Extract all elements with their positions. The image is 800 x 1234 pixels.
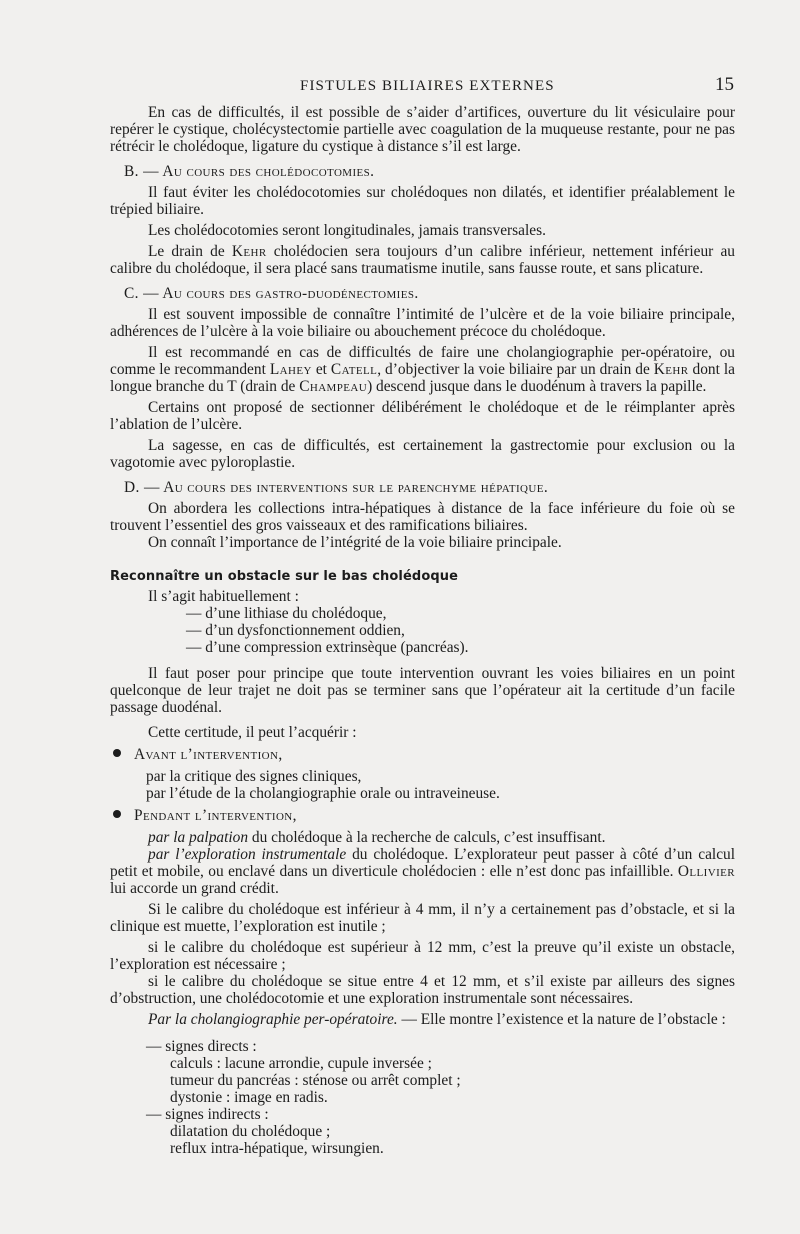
direct-signs <box>170 1055 735 1106</box>
author-name: Lahey <box>269 361 312 378</box>
page-number: 15 <box>715 74 734 95</box>
section-d-paragraph: On connaît l’importance de l’intégrité de la voie biliaire principale. <box>148 534 562 551</box>
list-item: reflux intra-hépatique, wirsungien. <box>170 1140 384 1157</box>
author-name: Kehr <box>653 361 689 378</box>
section-c-paragraph: Il est souvent impossible de connaître l’intimité de l’ulcère et de la voie biliaire principale, adhérences de l’ulcère à la voie biliaire ou abouchement précoce du cholédoque. <box>110 306 735 340</box>
cause-list <box>186 605 735 656</box>
body-text <box>110 104 735 1157</box>
list-item: — signes directs : <box>146 1038 257 1055</box>
paragraph: Si le calibre du cholédoque est inférieur à 4 mm, il n’y a certainement pas d’obstacle, et si la clinique est muette, l’exploration est inutile ; <box>110 901 735 935</box>
paragraph: Il s’agit habituellement : <box>148 588 299 605</box>
list-item: — d’un dysfonctionnement oddien, <box>186 622 405 639</box>
signs-list <box>146 1038 735 1157</box>
section-d-title: D. — Au cours des interventions sur le parenchyme hépatique. <box>124 479 549 496</box>
paragraph-intro: En cas de difficultés, il est possible de s’aider d’artifices, ouverture du lit vésiculaire pour repérer le cystique, cholécystectomie partielle avec coagulation de la muqueuse restante, pour ne pas rétrécir le cholédoque, ligature du cystique à distance s’il est large. <box>110 104 735 155</box>
section-b-paragraph: Le drain de Kehr cholédocien sera toujours d’un calibre inférieur, nettement inférieur au calibre du cholédoque, il sera placé sans traumatisme inutile, sans fausse route, et sans plicature. <box>110 243 735 277</box>
paragraph: Cette certitude, il peut l’acquérir : <box>148 724 357 741</box>
author-name: Champeau <box>299 378 368 395</box>
bullet-during: Pendant l’intervention, <box>113 807 735 824</box>
paragraph: si le calibre du cholédoque se situe entre 4 et 12 mm, et s’il existe par ailleurs des signes d’obstruction, une cholédocotomie et une exploration instrumentale sont nécessaires. <box>110 973 735 1007</box>
section-c-paragraph: La sagesse, en cas de difficultés, est certainement la gastrectomie pour exclusion ou la vagotomie avec pyloroplastie. <box>110 437 735 471</box>
section-c-paragraph: Certains ont proposé de sectionner délibérément le cholédoque et de le réimplanter après l’ablation de l’ulcère. <box>110 399 735 433</box>
bullet-before: Avant l’intervention, <box>113 746 735 763</box>
list-item: tumeur du pancréas : sténose ou arrêt complet ; <box>170 1072 461 1089</box>
list-item: par l’étude de la cholangiographie orale ou intraveineuse. <box>146 785 500 802</box>
list-item: par la critique des signes cliniques, <box>146 768 362 785</box>
section-c-paragraph: Il est recommandé en cas de difficultés de faire une cholangiographie per-opératoire, ou comme le recommandent Lahey et Catell, d’objectiver la voie biliaire par un drain de Kehr dont la longue branche du T (drain de Champeau) descend jusque dans le duodénum à travers la papille. <box>110 344 735 395</box>
section-c-title: C. — Au cours des gastro-duodénectomies. <box>124 285 419 302</box>
paragraph: par l’exploration instrumentale du cholédoque. L’explorateur peut passer à côté d’un calcul petit et mobile, ou enclavé dans un diverticule cholédocien : elle n’est donc pas infaillible. Ollivier lui accorde un grand crédit. <box>110 846 736 897</box>
list-item: dystonie : image en radis. <box>170 1089 328 1106</box>
paragraph: si le calibre du cholédoque est supérieur à 12 mm, c’est la preuve qu’il existe un obstacle, l’exploration est nécessaire ; <box>110 939 735 973</box>
author-name: Kehr <box>231 243 267 260</box>
list-item: calculs : lacune arrondie, cupule inversée ; <box>170 1055 432 1072</box>
paragraph: Il faut poser pour principe que toute intervention ouvrant les voies biliaires en un point quelconque de leur trajet ne doit pas se terminer sans que l’opérateur ait la certitude d’un facile passage duodénal. <box>110 665 735 716</box>
indirect-signs <box>170 1123 735 1157</box>
bullet-before-items <box>146 768 735 802</box>
author-name: Ollivier <box>677 863 735 880</box>
list-item: — signes indirects : <box>146 1106 269 1123</box>
section-b-paragraph: Il faut éviter les cholédocotomies sur cholédoques non dilatés, et identifier préalablement le trépied biliaire. <box>110 184 735 218</box>
running-title: FISTULES BILIAIRES EXTERNES <box>300 78 555 94</box>
section-d-paragraph: On abordera les collections intra-hépatiques à distance de la face inférieure du foie où se trouvent l’essentiel des gros vaisseaux et des ramifications biliaires. <box>110 500 735 534</box>
bullet-icon <box>113 749 121 757</box>
section-b-paragraph: Les cholédocotomies seront longitudinales, jamais transversales. <box>148 222 546 239</box>
list-item: — d’une lithiase du cholédoque, <box>186 605 387 622</box>
page-header <box>0 74 800 98</box>
list-item: dilatation du cholédoque ; <box>170 1123 331 1140</box>
author-name: Catell <box>330 361 378 378</box>
paragraph: par la palpation du cholédoque à la recherche de calculs, c’est insuffisant. <box>148 829 606 846</box>
bullet-icon <box>113 810 121 818</box>
paragraph: Par la cholangiographie per-opératoire. — Elle montre l’existence et la nature de l’obstacle : <box>148 1011 726 1028</box>
section-b-title: B. — Au cours des cholédocotomies. <box>124 163 375 180</box>
list-item: — d’une compression extrinsèque (pancréas). <box>186 639 469 656</box>
section-heading: Reconnaître un obstacle sur le bas cholédoque <box>110 569 459 584</box>
